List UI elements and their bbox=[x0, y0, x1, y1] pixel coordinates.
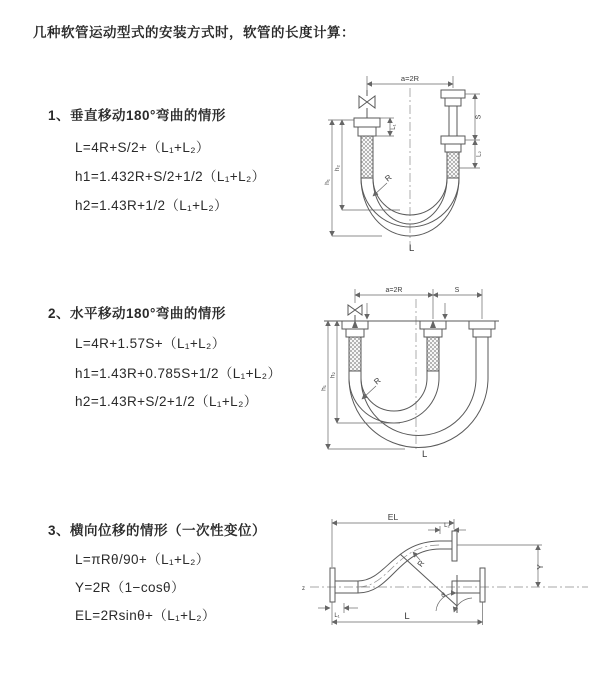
page-title: 几种软管运动型式的安装方式时，软管的长度计算： bbox=[33, 25, 355, 40]
diagram-horizontal-180-bend bbox=[315, 283, 600, 465]
section-2-heading: 2、水平移动180°弯曲的情形 bbox=[48, 306, 226, 321]
radius-label: R bbox=[415, 558, 427, 569]
radius-label: R bbox=[383, 172, 394, 184]
hose-assembly bbox=[324, 305, 499, 448]
datum-label: z bbox=[302, 586, 305, 592]
dim-label-h1: h₁ bbox=[324, 179, 331, 185]
formula-L: L=4R+1.57S+（L₁+L₂） bbox=[75, 336, 226, 351]
section-vertical-movement bbox=[0, 104, 330, 214]
formula-h2: h2=1.43R+1/2（L₁+L₂） bbox=[75, 198, 228, 213]
formula-Y: Y=2R（1−cosθ） bbox=[75, 580, 185, 595]
formula-h1: h1=1.43R+0.785S+1/2（L₁+L₂） bbox=[75, 366, 282, 381]
dim-label-h1: h₁ bbox=[320, 385, 328, 391]
dim-label-h2: h₂ bbox=[334, 164, 341, 172]
hose-assembly bbox=[330, 531, 485, 613]
dim-label-l1: L₁ bbox=[334, 613, 340, 619]
section-lateral-displacement bbox=[0, 519, 330, 629]
dim-label-el: EL bbox=[387, 512, 399, 522]
dim-label-l1: L₁ bbox=[391, 124, 397, 130]
dim-label-s: S bbox=[475, 114, 483, 120]
formula-h1: h1=1.432R+S/2+1/2（L₁+L₂） bbox=[75, 169, 266, 184]
dim-label-s: S bbox=[454, 287, 460, 294]
length-label: L bbox=[422, 449, 428, 460]
dim-label-y: Y bbox=[536, 564, 545, 570]
dim-label-a2r: a=2R bbox=[385, 287, 403, 294]
dim-label-l2: L₂ bbox=[476, 151, 483, 157]
dim-label-l2: L₂ bbox=[444, 523, 450, 529]
valve-icon bbox=[348, 305, 362, 321]
angle-label: θ bbox=[441, 592, 445, 599]
dim-label-l: L bbox=[404, 611, 410, 622]
formula-L: L=πRθ/90+（L₁+L₂） bbox=[75, 552, 210, 567]
section-1-heading: 1、垂直移动180°弯曲的情形 bbox=[48, 108, 226, 123]
formula-EL: EL=2Rsinθ+（L₁+L₂） bbox=[75, 608, 216, 623]
diagram-vertical-180-bend bbox=[310, 70, 600, 265]
hose-assembly bbox=[354, 90, 465, 236]
radius-label: R bbox=[372, 375, 383, 387]
section-horizontal-movement bbox=[0, 302, 330, 412]
dimension-lines bbox=[318, 519, 542, 625]
dim-label-h2: h₂ bbox=[329, 371, 337, 379]
diagram-lateral-displacement bbox=[296, 505, 600, 653]
formula-h2: h2=1.43R+S/2+1/2（L₁+L₂） bbox=[75, 394, 258, 409]
section-3-heading: 3、横向位移的情形（一次性变位） bbox=[48, 523, 267, 538]
valve-icon bbox=[359, 90, 375, 118]
formula-L: L=4R+S/2+（L₁+L₂） bbox=[75, 140, 210, 155]
dim-label-a2r: a=2R bbox=[400, 74, 420, 83]
length-label: L bbox=[409, 243, 415, 254]
